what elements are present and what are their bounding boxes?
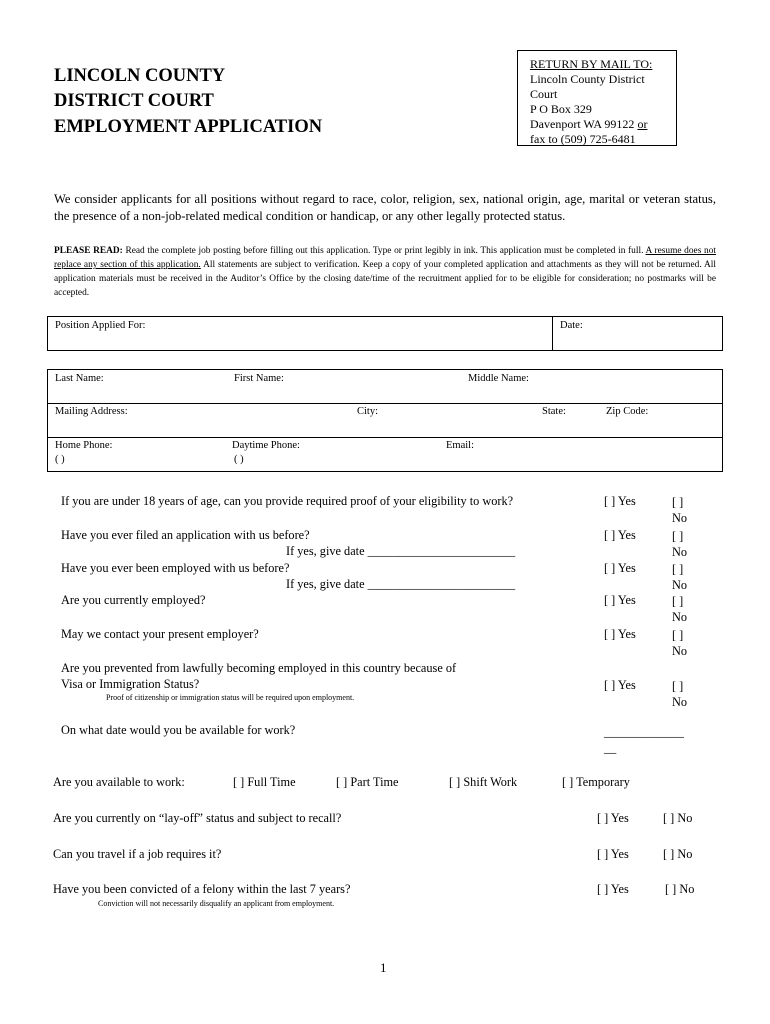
q4-yes-checkbox[interactable]: [ ] Yes <box>604 593 636 607</box>
question-under-18: If you are under 18 years of age, can you provide required proof of your eligibility to work? <box>61 494 514 508</box>
question-contact-employer: May we contact your present employer? <box>61 627 259 641</box>
felony-no-checkbox[interactable]: [ ] No <box>665 882 695 896</box>
q2-yes-checkbox[interactable]: [ ] Yes <box>604 528 636 542</box>
title-line-3: EMPLOYMENT APPLICATION <box>54 117 323 137</box>
row-divider-2 <box>47 437 723 438</box>
q2-date-line[interactable]: If yes, give date ________________________ <box>286 544 516 558</box>
middle-name-field[interactable]: Middle Name: <box>468 373 529 384</box>
title-line-2: DISTRICT COURT <box>54 91 214 111</box>
question-currently-employed: Are you currently employed? <box>61 593 206 607</box>
please-read-text-1: Read the complete job posting before filling out this application. Type or print legibly in ink. This application must be completed in full. <box>122 246 646 256</box>
daytime-phone-area: ( ) <box>234 454 244 465</box>
q3-no-bracket: [ ] <box>672 562 684 576</box>
q1-no-bracket: [ ] <box>672 495 684 509</box>
layoff-yes-checkbox[interactable]: [ ] Yes <box>597 811 629 825</box>
mail-city: Davenport WA 99122 <box>530 117 638 131</box>
q5-no-checkbox[interactable] <box>672 627 687 659</box>
q5-yes-checkbox[interactable]: [ ] Yes <box>604 627 636 641</box>
part-time-checkbox[interactable]: [ ] Part Time <box>336 775 399 789</box>
mail-line-1: Lincoln County District <box>530 72 645 86</box>
q2-no-label: No <box>672 545 688 559</box>
equal-opportunity-statement: We consider applicants for all positions without regard to race, color, religion, sex, national origin, age, marital or veteran status, the presence of a non-job-related medical condition or handicap, or any other legally protected status. <box>54 192 716 223</box>
felony-yes-checkbox[interactable]: [ ] Yes <box>597 882 629 896</box>
state-field[interactable]: State: <box>542 406 566 417</box>
mailing-address-field[interactable]: Mailing Address: <box>55 406 128 417</box>
shift-work-checkbox[interactable]: [ ] Shift Work <box>449 775 518 789</box>
q1-no-checkbox[interactable] <box>672 494 687 526</box>
q6-no-bracket: [ ] <box>672 679 684 693</box>
page-number: 1 <box>380 960 387 975</box>
question-available-date: On what date would you be available for work? <box>61 723 296 737</box>
q5-no-bracket: [ ] <box>672 628 684 642</box>
question-felony: Have you been convicted of a felony within the last 7 years? <box>53 882 351 896</box>
mail-line-3: P O Box 329 <box>530 102 592 116</box>
q3-yes-checkbox[interactable]: [ ] Yes <box>604 561 636 575</box>
mail-line-5: fax to (509) 725-6481 <box>530 132 636 146</box>
please-read-underlined: A resume does not replace any section of this application. <box>54 246 716 270</box>
home-phone-field[interactable]: Home Phone: <box>55 440 113 451</box>
date-field[interactable]: Date: <box>560 320 583 331</box>
temporary-checkbox[interactable]: [ ] Temporary <box>562 775 630 789</box>
q2-no-bracket: [ ] <box>672 529 684 543</box>
first-name-field[interactable]: First Name: <box>234 373 284 384</box>
position-box <box>47 316 723 351</box>
question-employed-before: Have you ever been employed with us before? <box>61 561 290 575</box>
available-date-blank[interactable]: _____________ <box>604 725 684 739</box>
q1-yes-checkbox[interactable]: [ ] Yes <box>604 494 636 508</box>
mail-or: or <box>637 117 648 131</box>
q5-no-label: No <box>672 644 688 658</box>
daytime-phone-field[interactable]: Daytime Phone: <box>232 440 300 451</box>
available-date-blank-wrap: __ <box>604 741 617 755</box>
email-field[interactable]: Email: <box>446 440 474 451</box>
q3-no-label: No <box>672 578 688 592</box>
q6-no-checkbox[interactable] <box>672 678 687 710</box>
q4-no-bracket: [ ] <box>672 594 684 608</box>
q4-no-label: No <box>672 610 688 624</box>
title-line-1: LINCOLN COUNTY <box>54 66 226 86</box>
q3-no-checkbox[interactable] <box>672 561 687 593</box>
please-read-paragraph <box>54 244 716 300</box>
full-time-checkbox[interactable]: [ ] Full Time <box>233 775 296 789</box>
travel-no-checkbox[interactable]: [ ] No <box>663 847 693 861</box>
question-visa-line-2: Visa or Immigration Status? <box>61 677 200 691</box>
question-travel: Can you travel if a job requires it? <box>53 847 222 861</box>
q6-yes-checkbox[interactable]: [ ] Yes <box>604 678 636 692</box>
q1-no-label: No <box>672 511 688 525</box>
last-name-field[interactable]: Last Name: <box>55 373 104 384</box>
return-mail-box <box>517 50 677 146</box>
zip-code-field[interactable]: Zip Code: <box>606 406 649 417</box>
position-divider <box>552 316 553 351</box>
personal-info-box <box>47 369 723 472</box>
question-filed-before: Have you ever filed an application with us before? <box>61 528 310 542</box>
q2-no-checkbox[interactable] <box>672 528 687 560</box>
question-layoff: Are you currently on “lay-off” status and subject to recall? <box>53 811 342 825</box>
please-read-label: PLEASE READ: <box>54 246 123 256</box>
position-applied-field[interactable]: Position Applied For: <box>55 320 146 331</box>
mail-line-4 <box>530 117 676 132</box>
visa-note: Proof of citizenship or immigration status will be required upon employment. <box>106 693 355 702</box>
mail-line-2: Court <box>530 87 558 101</box>
felony-note: Conviction will not necessarily disqualify an applicant from employment. <box>98 899 335 908</box>
mail-heading: RETURN BY MAIL TO: <box>530 57 653 71</box>
please-read-text-2: All statements are subject to verification. Keep a copy of your completed application and attachments as they will not be returned. All application materials must be received in the Auditor’s Office by the closing date/time of the recruitment applied for to be eligible for consideration; no postmarks will be accepted. <box>54 260 717 298</box>
q4-no-checkbox[interactable] <box>672 593 687 625</box>
city-field[interactable]: City: <box>357 406 379 417</box>
row-divider-1 <box>47 403 723 404</box>
question-visa-line-1: Are you prevented from lawfully becoming employed in this country because of <box>61 661 457 675</box>
availability-label: Are you available to work: <box>53 775 185 789</box>
q6-no-label: No <box>672 695 688 709</box>
layoff-no-checkbox[interactable]: [ ] No <box>663 811 693 825</box>
q3-date-line[interactable]: If yes, give date ________________________ <box>286 577 516 591</box>
home-phone-area: ( ) <box>55 454 65 465</box>
travel-yes-checkbox[interactable]: [ ] Yes <box>597 847 629 861</box>
